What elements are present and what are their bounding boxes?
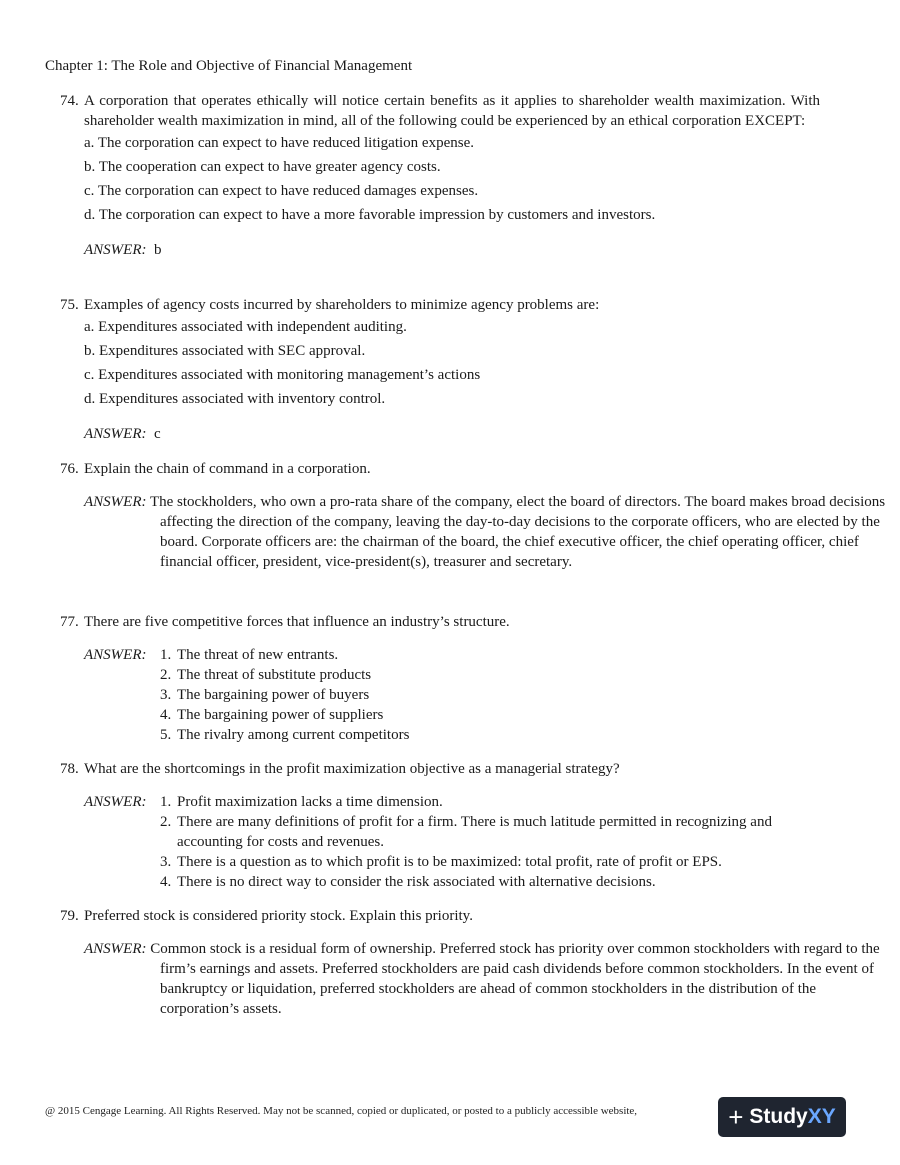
question-text: There are five competitive forces that influence an industry’s structure. (84, 614, 510, 630)
answer-text: Common stock is a residual form of ownership. Preferred stock has priority over common stockholders with regard to the firm’s earnings and assets. Preferred stockholders are paid cash dividends before common stockholders. In the event of bankruptcy or liquidation, preferred stockholders are ahead of common stockholders in the distribution of the corporation’s assets. (150, 941, 880, 1017)
list-item: 3. The bargaining power of buyers (160, 687, 370, 703)
page-header-title: Chapter 1: The Role and Objective of Financial Management (45, 58, 413, 74)
answer-list (160, 792, 820, 892)
answer (84, 792, 820, 892)
question-79 (60, 906, 880, 1019)
question-number: 79. (60, 908, 79, 924)
answer-value: b (153, 242, 162, 258)
answer (84, 492, 896, 572)
question-text: Explain the chain of command in a corporation. (84, 461, 371, 477)
option-d: d. The corporation can expect to have a more favorable impression by customers and investors. (84, 207, 656, 223)
option-b: b. Expenditures associated with SEC approval. (84, 343, 366, 359)
option-b: b. The cooperation can expect to have greater agency costs. (84, 159, 441, 175)
answer-label: ANSWER: (84, 647, 147, 663)
answer-text: The stockholders, who own a pro-rata share of the company, elect the board of directors. The board makes broad decisions affecting the direction of the company, leaving the day-to-day decisions to the corporate officers, who are elected by the board. Corporate officers are: the chairman of the board, the chief executive officer, the chief operating officer, chief financial officer, president, vice-president(s), treasurer and secretary. (149, 494, 886, 570)
list-item: 3. There is a question as to which profit is to be maximized: total profit, rate of profit or EPS. (160, 854, 722, 870)
option-a: a. Expenditures associated with independent auditing. (84, 319, 407, 335)
question-text: Preferred stock is considered priority stock. Explain this priority. (84, 908, 473, 924)
answer (84, 240, 820, 260)
option-c: c. The corporation can expect to have reduced damages expenses. (84, 183, 479, 199)
list-item: 2. The threat of substitute products (160, 667, 372, 683)
answer-label: ANSWER: (84, 242, 147, 258)
question-77 (60, 612, 820, 745)
logo-xy-text: XY (807, 1105, 836, 1128)
question-78 (60, 759, 820, 892)
answer-list (160, 645, 820, 745)
question-text: A corporation that operates ethically will notice certain benefits as it applies to shareholder wealth maximization. With shareholder wealth maximization in mind, all of the following could be experienced by an ethical corporation EXCEPT: (84, 93, 820, 129)
question-75 (60, 295, 820, 444)
list-item: 4. The bargaining power of suppliers (160, 707, 384, 723)
answer-label: ANSWER: (84, 426, 147, 442)
question-76 (60, 459, 886, 572)
answer (84, 939, 896, 1019)
answer-label: ANSWER: (84, 941, 147, 957)
list-item: 4. There is no direct way to consider the risk associated with alternative decisions. (160, 874, 656, 890)
studyxy-logo[interactable] (718, 1097, 846, 1137)
question-74 (60, 91, 820, 260)
question-text: Examples of agency costs incurred by shareholders to minimize agency problems are: (84, 297, 600, 313)
answer-value: c (153, 426, 161, 442)
option-a: a. The corporation can expect to have reduced litigation expense. (84, 135, 474, 151)
option-c: c. Expenditures associated with monitoring management’s actions (84, 367, 481, 383)
logo-study-text: Study (749, 1105, 808, 1128)
question-number: 75. (60, 297, 79, 313)
list-item: 1. Profit maximization lacks a time dimension. (160, 794, 443, 810)
answer-label: ANSWER: (84, 494, 147, 510)
footer-copyright: @ 2015 Cengage Learning. All Rights Reserved. May not be scanned, copied or duplicated, or posted to a publicly accessible website, (45, 1105, 638, 1117)
option-d: d. Expenditures associated with inventory control. (84, 391, 386, 407)
plus-icon: + (728, 1102, 744, 1132)
answer (84, 645, 820, 745)
list-item: 1. The threat of new entrants. (160, 647, 339, 663)
question-number: 77. (60, 614, 79, 630)
answer (84, 424, 820, 444)
answer-label: ANSWER: (84, 794, 147, 810)
question-number: 76. (60, 461, 79, 477)
question-number: 74. (60, 93, 79, 109)
list-item: 2. There are many definitions of profit for a firm. There is much latitude permitted in recognizing and accounting for costs and revenues. (160, 814, 772, 850)
question-text: What are the shortcomings in the profit maximization objective as a managerial strategy? (84, 761, 620, 777)
question-number: 78. (60, 761, 79, 777)
list-item: 5. The rivalry among current competitors (160, 727, 410, 743)
